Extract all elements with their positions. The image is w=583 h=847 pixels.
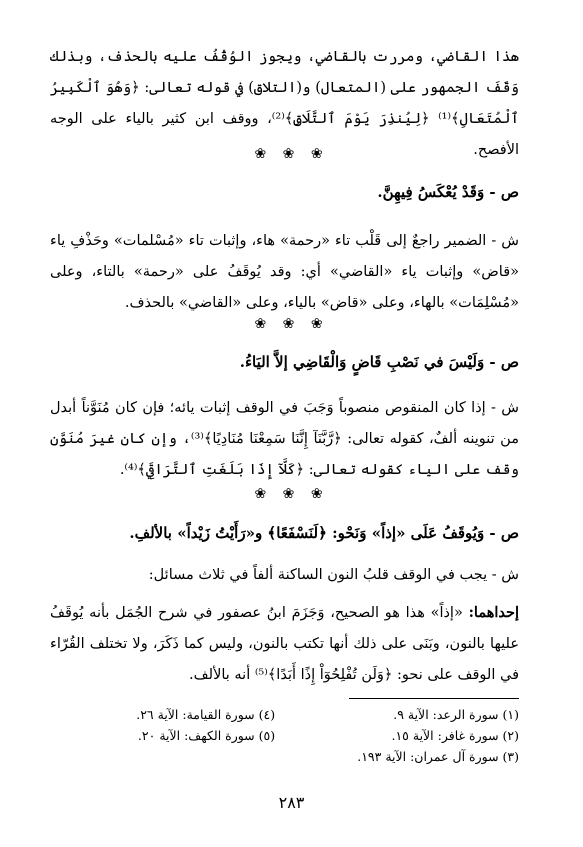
paragraph-intro: هذا القاضي، ومررت بالقاضي، ويجوز الوُقُفُ عليه بالحذف، وبذلك وَقَفَ الجمهور على (المتعال) و(التلاق) في قوله تعالى: ﴿وَهُوَ ٱلْكَبِيرُ ٱلْمُتَعَالِ﴾⁽¹⁾ ﴿لِيُنذِرَ يَوْمَ ٱلتَّلَاقِ﴾⁽²⁾، ووقف ابن كثير بالياء على الوجه الأفصح. bbox=[50, 49, 519, 158]
footnotes-left-column bbox=[50, 704, 275, 746]
paragraph-first-issue bbox=[50, 597, 519, 691]
paragraph-commentary-1: ش - الضمير راجعٌ إلى قَلْب تاء «رحمة» هاء، وإثبات تاء «مُسْلمات» وحَذْفِ ياء «قاض» وإثبات ياء «القاضي» أي: وقد يُوقَفُ على «رحمة» بالتاء، وعلى «مُسْلِمَات» بالهاء، وعلى «قاض» بالياء، وعلى «القاضي» بالحذف. bbox=[50, 233, 519, 311]
first-issue-text: «إذاً» هذا هو الصحيح، وَجَزَمَ ابنُ عصفور في شرح الجُمَل بأنه يُوقَفُ عليها بالنون، وبَنَى على ذلك أنها تكتب بالنون، وليس كما ذَكَرَ، ولا تختلف القُرّاء في الوقف على نحو: ﴿وَلَن تُفْلِحُوٓاْ إِذًا أَبَدًا﴾⁽⁵⁾ أنه بالألف. bbox=[50, 605, 519, 683]
paragraph-commentary-3: ش - يجب في الوقف قلبُ النون الساكنة ألفاً في ثلاث مسائل: bbox=[148, 567, 519, 583]
footnote-4: (٤) سورة القيامة: الآية ٢٦. bbox=[136, 707, 276, 722]
section-separator: ❀ ❀ ❀ bbox=[254, 316, 329, 332]
footnote-3: (٣) سورة آل عمران: الآية ١٩٣. bbox=[357, 749, 519, 764]
footnote-2: (٢) سورة غافر: الآية ١٥. bbox=[391, 728, 519, 743]
heading-text-3: ص - وَيُوقَفُ عَلَى «إذاً» وَنَحْو: ﴿لَنَسْفَعًا﴾ و«رَأَيْتُ زَيْداً» بالألفِ. bbox=[129, 524, 519, 542]
first-issue-label: إحداهما: bbox=[468, 604, 519, 621]
footnote-5: (٥) سورة الكهف: الآية ٢٠. bbox=[137, 728, 276, 743]
footnote-1: (١) سورة الرعد: الآية ٩. bbox=[393, 707, 519, 722]
page-number: ٢٨٣ bbox=[278, 793, 305, 812]
footnotes-right-column bbox=[294, 704, 519, 767]
section-separator: ❀ ❀ ❀ bbox=[254, 486, 329, 502]
footnotes bbox=[50, 704, 519, 774]
heading-text-2: ص - وَلَيْسَ في نَصْبِ قَاضٍ وَالْقَاضِي إلاَّ اليَاءُ. bbox=[239, 353, 519, 371]
heading-text-1: ص - وَقَدْ يُعْكَسُ فِيهِنَّ. bbox=[377, 183, 519, 201]
section-separator: ❀ ❀ ❀ bbox=[254, 146, 329, 162]
footnote-rule bbox=[349, 698, 519, 699]
paragraph-commentary-2: ش - إذا كان المنقوص منصوباً وَجَبَ في الوقف إثبات يائه؛ فإن كان مُنَوَّناً أبدل من تنوينه ألفٌ، كقوله تعالى: ﴿رَّبَّنَآ إِنَّنَا سَمِعْنَا مُنَادِيًا﴾⁽³⁾، وإن كان غيرَ مُنَوَّن وقف على الياء كقوله تعالى: ﴿كَلَّآ إِذَا بَلَغَتِ ٱلتَّرَاقِيَ﴾⁽⁴⁾. bbox=[50, 400, 519, 478]
